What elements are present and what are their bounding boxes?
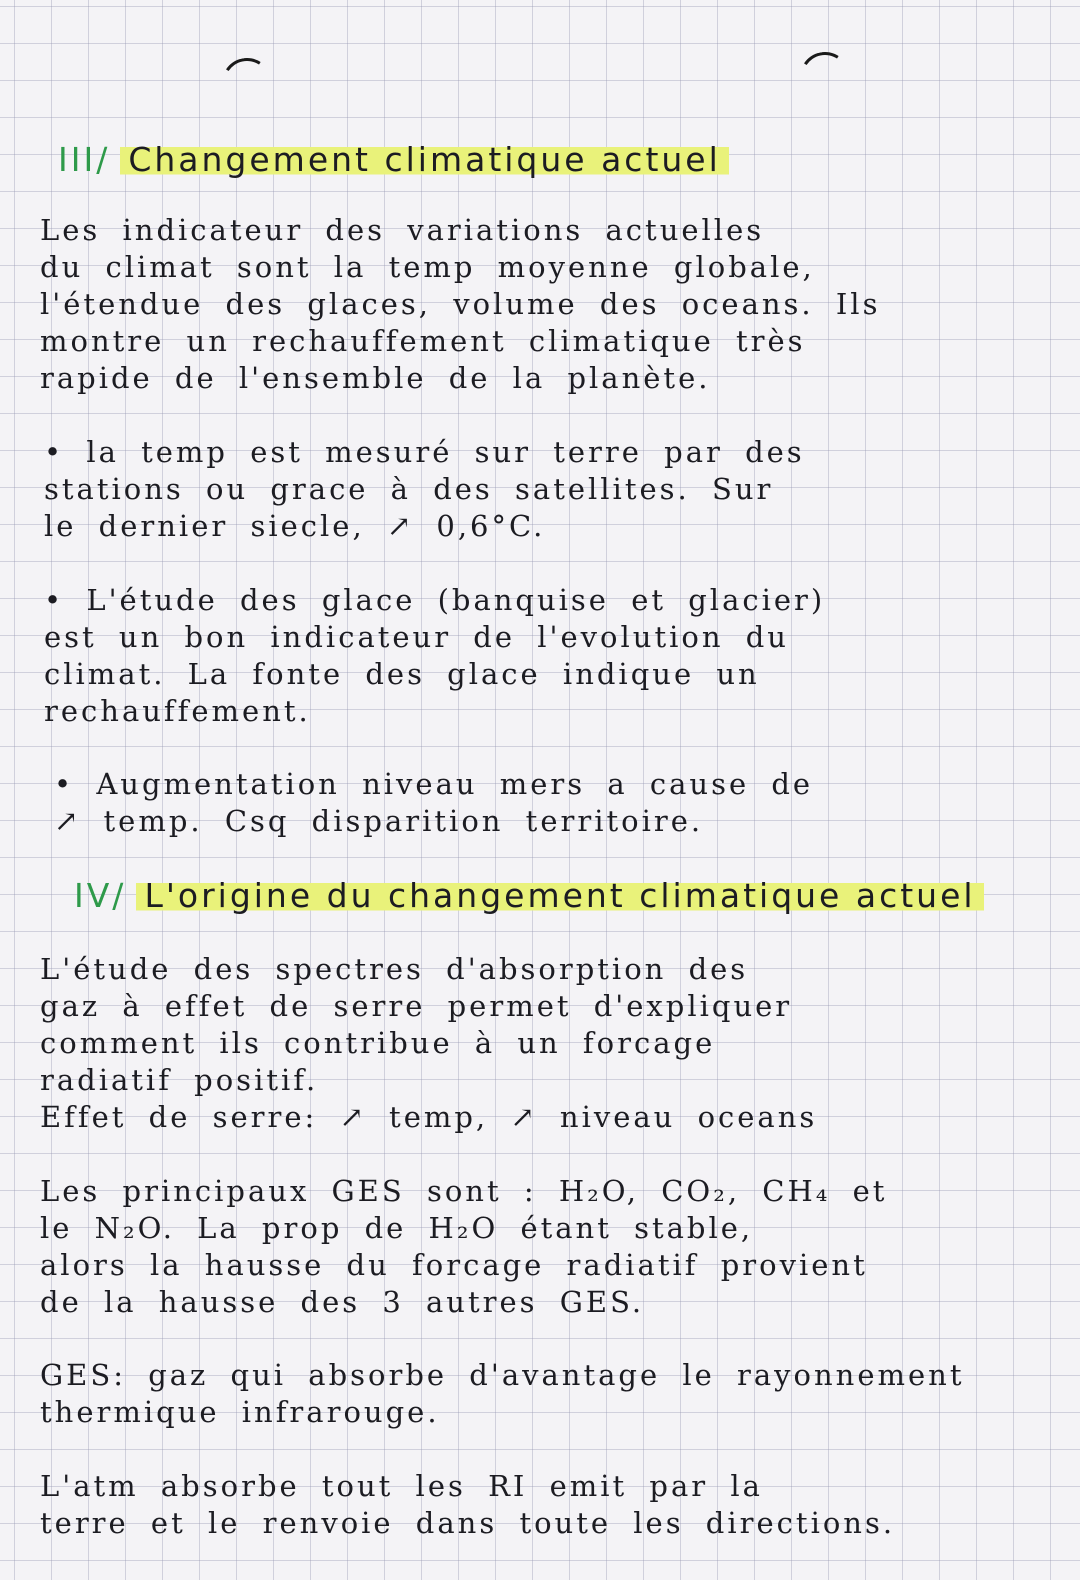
text-line: GES: gaz qui absorbe d'avantage le rayonnement <box>40 1358 965 1392</box>
text-line: L'étude des spectres d'absorption des <box>40 952 749 986</box>
text-line: montre un rechauffement climatique très <box>40 324 806 358</box>
section-4-heading <box>74 876 984 915</box>
text-line: du climat sont la temp moyenne globale, <box>40 250 815 284</box>
text-line: gaz à effet de serre permet d'expliquer <box>40 989 793 1023</box>
section-4-numeral: IV/ <box>74 876 127 915</box>
text-line: thermique infrarouge. <box>40 1395 440 1429</box>
section-4-spectres <box>40 951 817 1136</box>
bullet-glace <box>44 582 825 730</box>
bullet-temperature <box>44 434 805 545</box>
section-3-intro <box>40 212 880 397</box>
text-line: l'étendue des glaces, volume des oceans. Ils <box>40 287 881 321</box>
text-line: alors la hausse du forcage radiatif provient <box>40 1248 868 1282</box>
text-line: comment ils contribue à un forcage <box>40 1026 716 1060</box>
text-line: • Augmentation niveau mers a cause de <box>54 767 814 801</box>
text-line: rechauffement. <box>44 694 311 728</box>
section-4-ges-principaux <box>40 1173 887 1321</box>
text-line: L'atm absorbe tout les RI emit par la <box>40 1469 763 1503</box>
section-4-atm <box>40 1468 895 1542</box>
section-3-heading <box>58 140 729 179</box>
text-line: ↗ temp. Csq disparition territoire. <box>54 804 704 838</box>
text-line: Effet de serre: ↗ temp, ↗ niveau oceans <box>40 1100 818 1134</box>
section-4-title: L'origine du changement climatique actuel <box>136 876 983 915</box>
section-4-ges-definition <box>40 1357 965 1431</box>
text-line: terre et le renvoie dans toute les directions. <box>40 1506 896 1540</box>
text-line: Les principaux GES sont : H₂O, CO₂, CH₄ et <box>40 1174 888 1208</box>
text-line: climat. La fonte des glace indique un <box>44 657 760 691</box>
bullet-mers <box>54 766 813 840</box>
text-line: de la hausse des 3 autres GES. <box>40 1285 645 1319</box>
text-line: radiatif positif. <box>40 1063 319 1097</box>
punch-hole-left <box>217 53 276 112</box>
text-line: rapide de l'ensemble de la planète. <box>40 361 711 395</box>
punch-hole-right <box>795 47 854 106</box>
text-line: est un bon indicateur de l'evolution du <box>44 620 789 654</box>
text-line: • la temp est mesuré sur terre par des <box>44 435 805 469</box>
text-line: Les indicateur des variations actuelles <box>40 213 765 247</box>
section-3-numeral: III/ <box>58 140 111 179</box>
text-line: stations ou grace à des satellites. Sur <box>44 472 774 506</box>
text-line: le dernier siecle, ↗ 0,6°C. <box>44 509 546 543</box>
text-line: le N₂O. La prop de H₂O étant stable, <box>40 1211 754 1245</box>
text-line: • L'étude des glace (banquise et glacier) <box>44 583 826 617</box>
section-3-title: Changement climatique actuel <box>120 140 728 179</box>
